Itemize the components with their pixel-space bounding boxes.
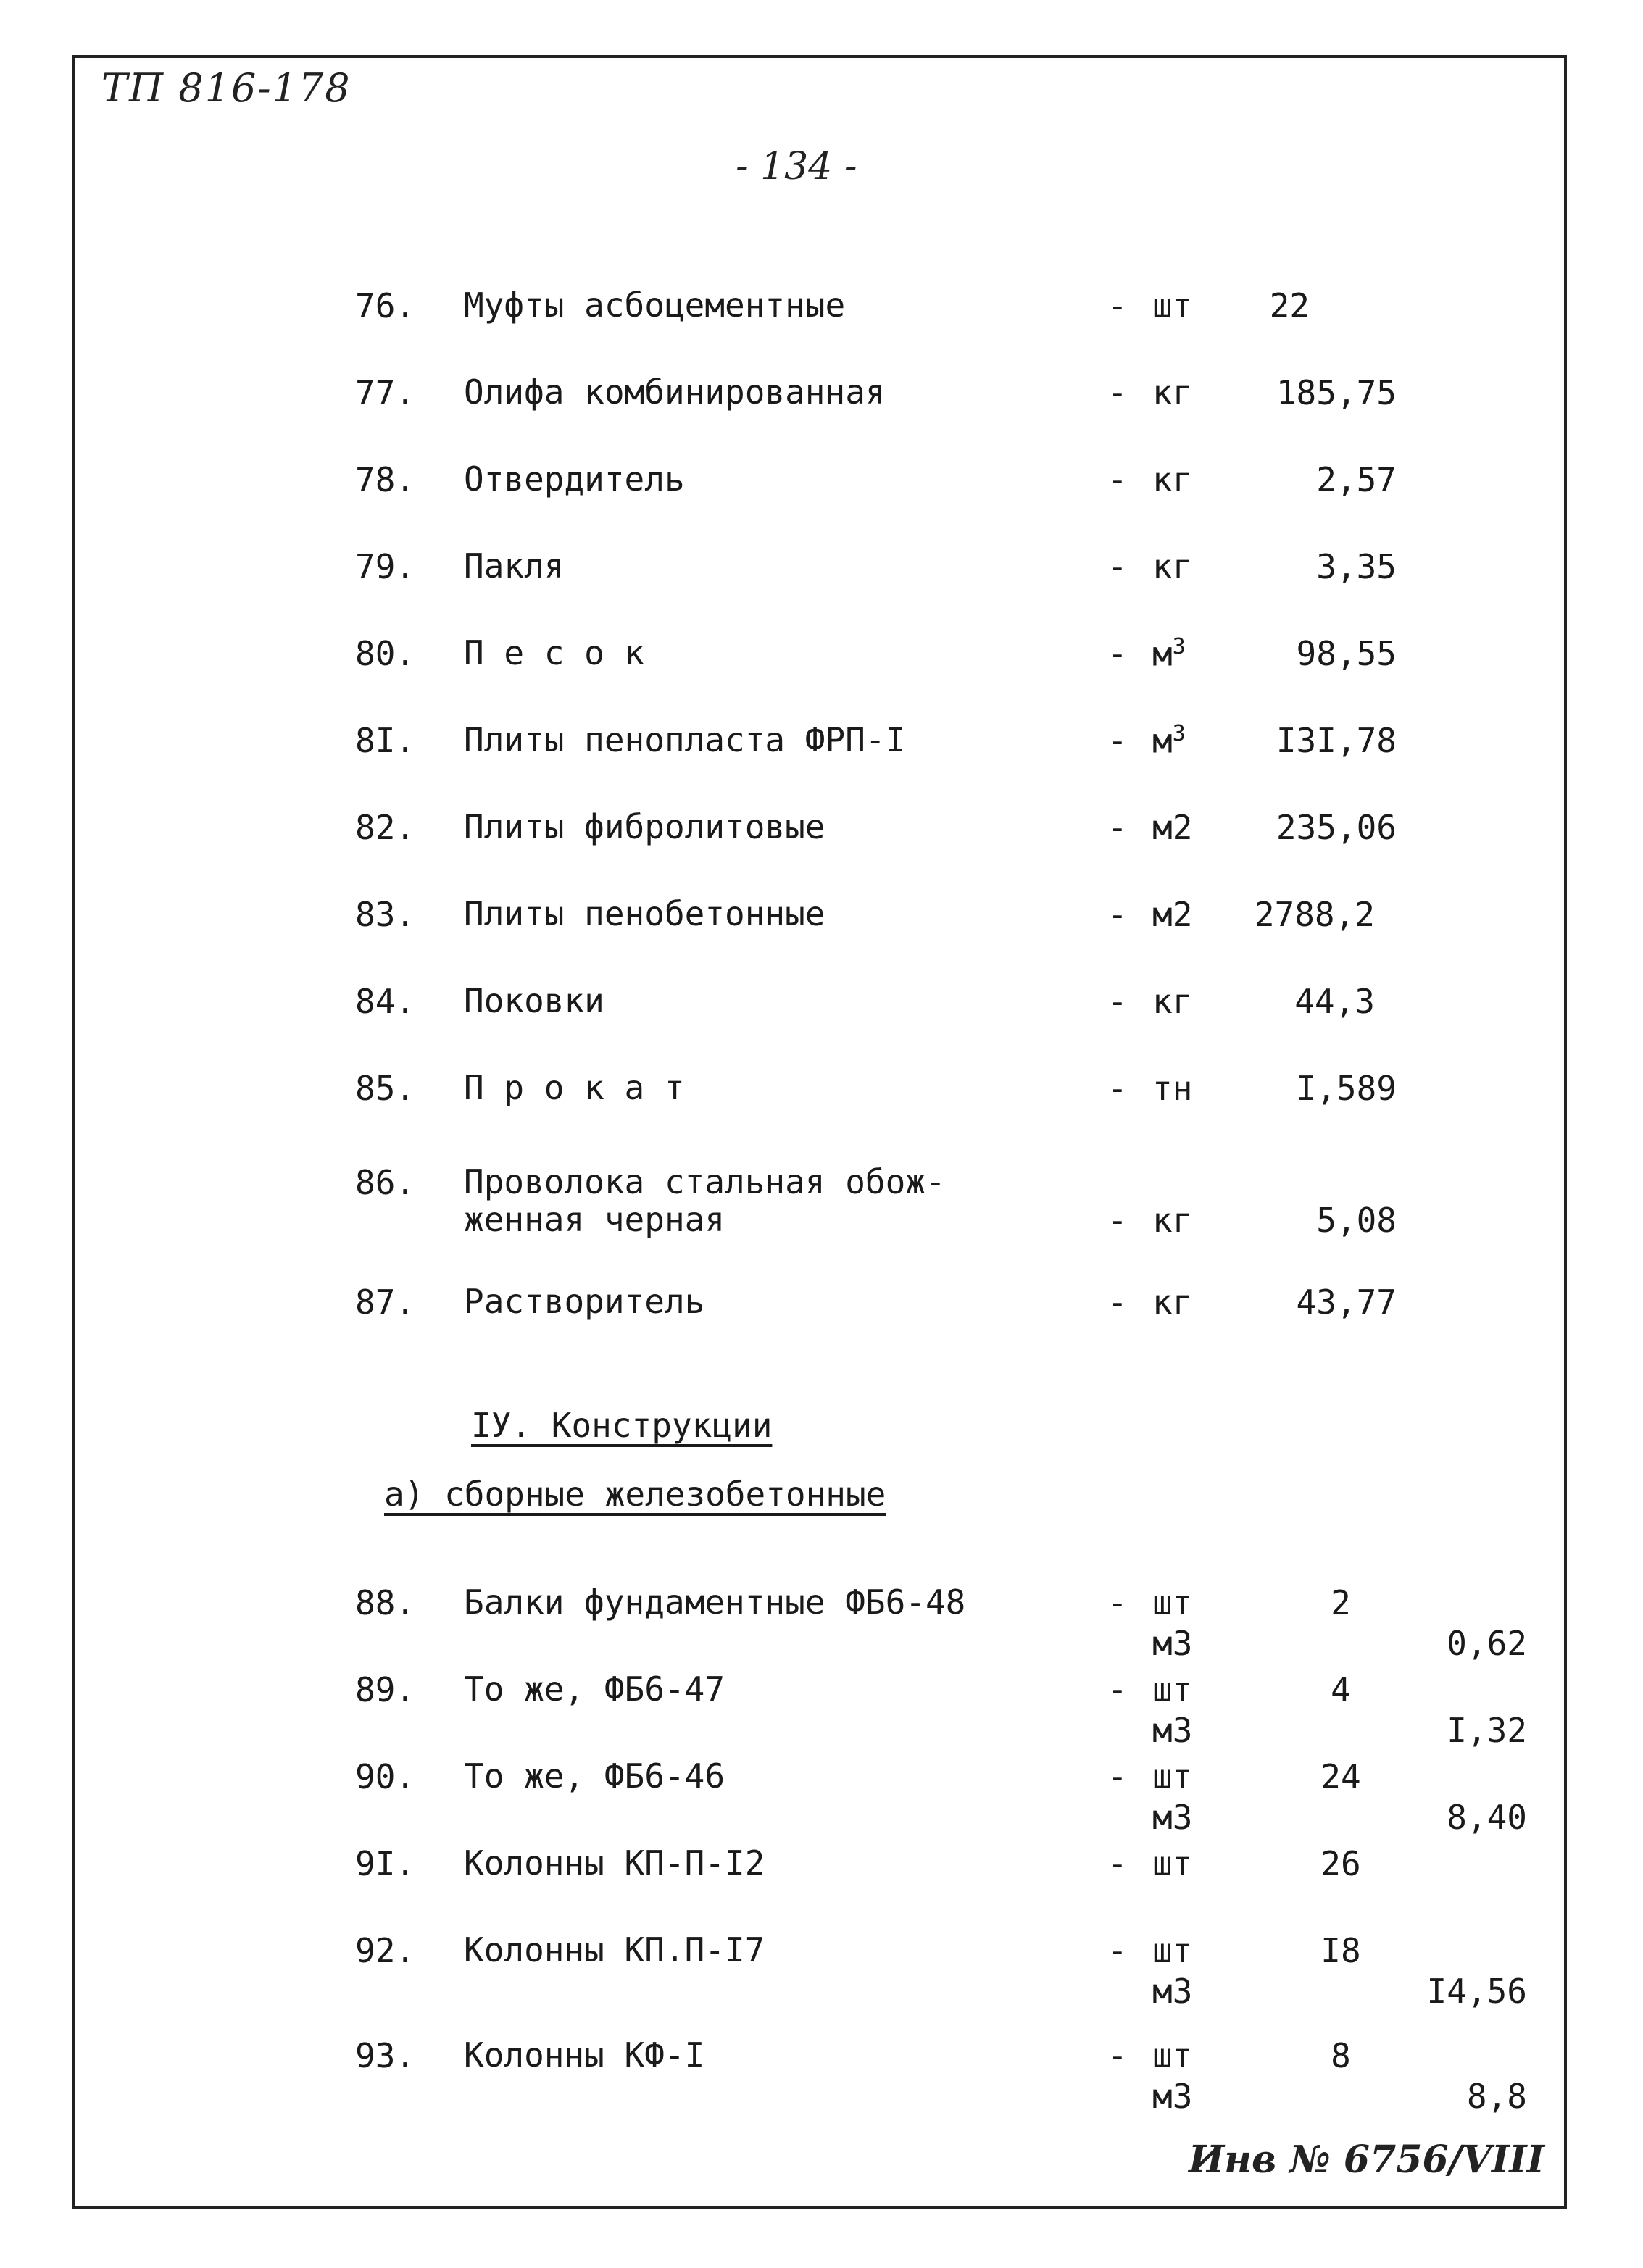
item-number: 8I. — [355, 721, 416, 760]
item-volume: 0,62 — [1447, 1624, 1527, 1663]
dash: - — [1107, 1201, 1128, 1240]
item-name: Балки фундаментные ФБ6-48 — [464, 1583, 966, 1622]
item-unit: кг — [1152, 982, 1193, 1021]
item-unit: $м^3$ — [1152, 634, 1186, 674]
item-name: Колонны КФ-I — [464, 2035, 705, 2075]
item-unit-volume: м3 — [1152, 1624, 1193, 1663]
item-name: То же, ФБ6-47 — [464, 1669, 725, 1709]
dash: - — [1107, 721, 1128, 760]
item-number: 93. — [355, 2036, 416, 2075]
dash: - — [1107, 460, 1128, 499]
item-unit: м2 — [1152, 895, 1193, 934]
item-quantity: I,589 — [1296, 1069, 1397, 1108]
item-number: 9I. — [355, 1844, 416, 1883]
item-unit: шт — [1152, 1931, 1193, 1970]
item-volume: I,32 — [1447, 1711, 1527, 1750]
item-number: 82. — [355, 808, 416, 847]
item-quantity: I8 — [1320, 1931, 1361, 1970]
item-unit: кг — [1152, 373, 1193, 412]
item-unit: шт — [1152, 1757, 1193, 1796]
item-quantity: 24 — [1320, 1757, 1361, 1796]
dash: - — [1107, 895, 1128, 934]
item-number: 77. — [355, 373, 416, 412]
item-unit-volume: м3 — [1152, 1972, 1193, 2011]
item-name: П р о к а т — [464, 1068, 685, 1107]
item-number: 86. — [355, 1163, 416, 1202]
dash: - — [1107, 2036, 1128, 2075]
item-quantity: 185,75 — [1276, 373, 1397, 412]
item-name: Отвердитель — [464, 459, 685, 499]
dash: - — [1107, 1931, 1128, 1970]
item-quantity: 2,57 — [1316, 460, 1397, 499]
item-unit: кг — [1152, 547, 1193, 586]
dash: - — [1107, 1844, 1128, 1883]
item-name: П е с о к — [464, 633, 645, 672]
item-quantity: 43,77 — [1296, 1283, 1397, 1322]
item-unit: шт — [1152, 286, 1193, 325]
item-volume: I4,56 — [1426, 1972, 1527, 2011]
dash: - — [1107, 1069, 1128, 1108]
dash: - — [1107, 373, 1128, 412]
item-unit: кг — [1152, 460, 1193, 499]
item-unit: кг — [1152, 1283, 1193, 1322]
item-name: Пакля — [464, 546, 565, 585]
section-title: IУ. Конструкции — [471, 1406, 773, 1445]
item-unit: шт — [1152, 2036, 1193, 2075]
item-volume: 8,40 — [1447, 1798, 1527, 1837]
item-number: 87. — [355, 1283, 416, 1322]
item-unit: $м^3$ — [1152, 721, 1186, 761]
item-quantity: 44,3 — [1294, 982, 1375, 1021]
item-name: Муфты асбоцементные — [464, 285, 846, 325]
item-number: 80. — [355, 634, 416, 673]
inventory-number: Инв № 6756/VIII — [1189, 2138, 1544, 2182]
item-quantity: 4 — [1331, 1670, 1351, 1709]
item-number: 85. — [355, 1069, 416, 1108]
section-subtitle: а) сборные железобетонные — [384, 1475, 886, 1514]
dash: - — [1107, 634, 1128, 673]
item-number: 84. — [355, 982, 416, 1021]
dash: - — [1107, 1283, 1128, 1322]
item-quantity: 2788,2 — [1254, 895, 1375, 934]
dash: - — [1107, 982, 1128, 1021]
item-name: Плиты пенобетонные — [464, 894, 825, 933]
item-quantity: 2 — [1331, 1583, 1351, 1622]
dash: - — [1107, 286, 1128, 325]
item-number: 76. — [355, 286, 416, 325]
item-quantity: 22 — [1269, 286, 1310, 325]
page-number: - 134 - — [736, 145, 857, 188]
item-unit: шт — [1152, 1583, 1193, 1622]
item-unit: кг — [1152, 1201, 1193, 1240]
item-name: Плиты пенопласта ФРП-I — [464, 720, 906, 759]
item-quantity: 3,35 — [1316, 547, 1397, 586]
dash: - — [1107, 1757, 1128, 1796]
item-name: То же, ФБ6-46 — [464, 1756, 725, 1796]
item-number: 92. — [355, 1931, 416, 1970]
item-unit: м2 — [1152, 808, 1193, 847]
dash: - — [1107, 547, 1128, 586]
item-name: Колонны КП.П-I7 — [464, 1930, 765, 1969]
dash: - — [1107, 1583, 1128, 1622]
item-quantity: 235,06 — [1276, 808, 1397, 847]
item-name: Олифа комбинированная — [464, 372, 886, 412]
item-name: Поковки — [464, 981, 604, 1020]
item-unit: шт — [1152, 1670, 1193, 1709]
item-number: 89. — [355, 1670, 416, 1709]
item-name: Колонны КП-П-I2 — [464, 1843, 765, 1883]
item-name: Растворитель — [464, 1282, 705, 1321]
item-quantity: 8 — [1331, 2036, 1351, 2075]
item-volume: 8,8 — [1466, 2077, 1527, 2116]
item-name: Проволока стальная обож- женная черная — [464, 1162, 946, 1239]
item-unit-volume: м3 — [1152, 2077, 1193, 2116]
item-quantity: 98,55 — [1296, 634, 1397, 673]
document-code: ТП 816-178 — [101, 65, 352, 111]
item-name: Плиты фибролитовые — [464, 807, 825, 846]
item-number: 90. — [355, 1757, 416, 1796]
item-number: 78. — [355, 460, 416, 499]
item-number: 79. — [355, 547, 416, 586]
item-number: 83. — [355, 895, 416, 934]
dash: - — [1107, 808, 1128, 847]
item-unit-volume: м3 — [1152, 1798, 1193, 1837]
item-quantity: 5,08 — [1316, 1201, 1397, 1240]
item-quantity: I3I,78 — [1276, 721, 1397, 760]
item-number: 88. — [355, 1583, 416, 1622]
item-unit: тн — [1152, 1069, 1193, 1108]
item-unit-volume: м3 — [1152, 1711, 1193, 1750]
dash: - — [1107, 1670, 1128, 1709]
item-quantity: 26 — [1320, 1844, 1361, 1883]
item-unit: шт — [1152, 1844, 1193, 1883]
